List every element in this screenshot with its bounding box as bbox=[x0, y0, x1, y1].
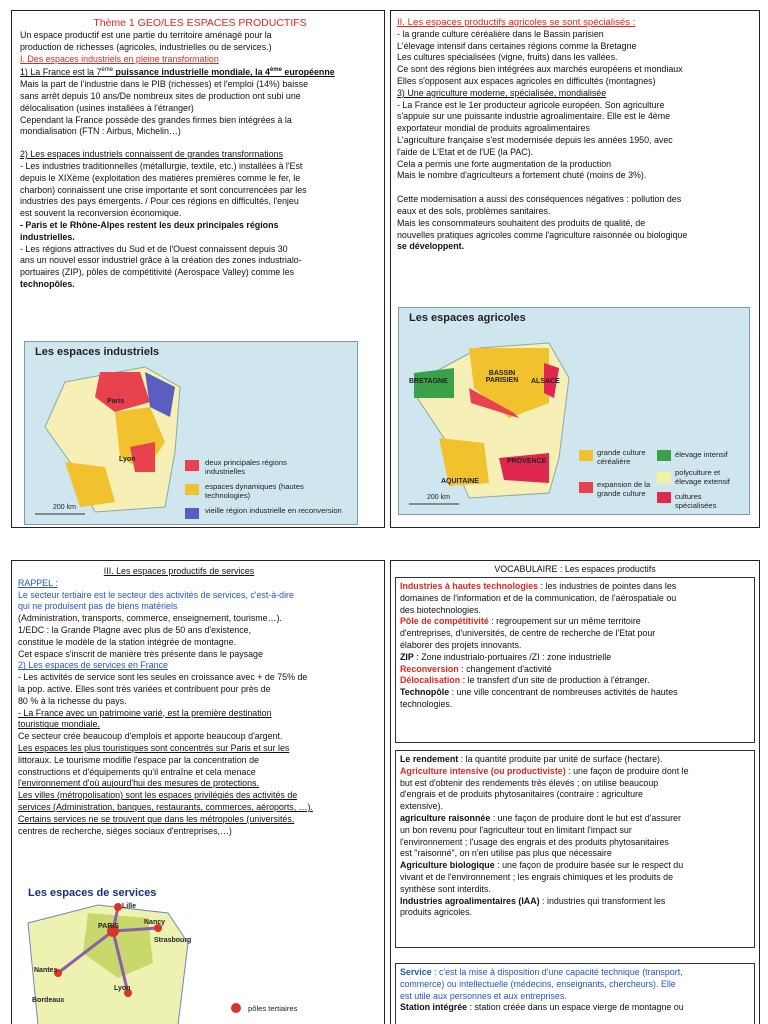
service-spaces-map bbox=[18, 883, 358, 1024]
sub3-heading: 3) Une agriculture moderne, spécialisée, mondialisée bbox=[397, 87, 607, 98]
map-scale: 200 km bbox=[427, 494, 450, 501]
p2-line: - Les industries traditionnelles (métallurgie, textile, etc.) installées à l'Est bbox=[20, 160, 303, 171]
vocab-definition: d'engrais et de produits phytosanitaires (contraire : agriculture bbox=[400, 789, 643, 800]
p-line: se développent. bbox=[397, 241, 465, 252]
vocab-term: Service bbox=[400, 967, 432, 977]
vocab-line bbox=[400, 872, 752, 884]
vocab-line bbox=[400, 640, 752, 652]
panel-industrial-spaces bbox=[11, 10, 385, 528]
vocab-line bbox=[400, 616, 752, 628]
vocab-definition: : les industries de pointes dans les bbox=[538, 581, 677, 591]
vocab-definition: : station créée dans un espace vierge de montagne ou bbox=[467, 1002, 684, 1013]
p-line: - La France est le 1er producteur agricole européen. Son agriculture bbox=[397, 99, 665, 110]
map-title: Les espaces industriels bbox=[35, 346, 160, 358]
p-line: la pop. active. Elles sont très variées et contribuent pour près de bbox=[18, 683, 271, 694]
legend-swatch bbox=[185, 484, 199, 495]
vocab-term: Station intégrée bbox=[400, 1002, 468, 1013]
p-line: s'appuie sur une puissante industrie agroalimentaire. Elle est le 4ème bbox=[397, 111, 671, 122]
p2-line: portuaires (ZIP), pôles de compétitivité (Aerospace Valley) comme les bbox=[20, 267, 295, 278]
vocab-line bbox=[400, 766, 752, 778]
vocab-term: Délocalisation bbox=[400, 675, 461, 686]
legend-swatch bbox=[657, 472, 671, 483]
panel4-title: VOCABULAIRE : Les espaces productifs bbox=[494, 564, 656, 574]
vocab-line bbox=[400, 687, 752, 699]
p2-line: industries des pays émergents. / Pour ces régions en difficultés, l'enjeu bbox=[20, 196, 299, 207]
vocab-line bbox=[400, 664, 752, 676]
city-label: Nantes bbox=[34, 967, 58, 974]
p-line: touristique mondiale. bbox=[18, 719, 100, 730]
p-line: services (Administration, banques, restaurants, commerces, aéroports, …). bbox=[18, 801, 313, 812]
p2-line: industrielles. bbox=[20, 231, 75, 242]
vocab-definition: commerce) ou intellectuelle (médecins, enseignants, chercheurs). Elle bbox=[400, 978, 676, 989]
panel-service-spaces bbox=[11, 560, 385, 1024]
vocab-definition: domaines de l'information et de la communication, de l'aérospatiale ou bbox=[400, 592, 677, 603]
region-label: PROVENCE bbox=[507, 458, 547, 465]
p-line: Ce secteur crée beaucoup d'emplois et apporte beaucoup d'argent. bbox=[18, 731, 283, 742]
p1-line: sans arrêt depuis 10 ans/De nombreux sites de production ont subi une bbox=[20, 90, 301, 101]
vocab-line bbox=[400, 754, 752, 766]
panel-vocabulary bbox=[390, 560, 760, 1024]
p-line: 80 % à la richesse du pays. bbox=[18, 695, 127, 706]
vocab-line bbox=[400, 967, 752, 979]
vocab-line bbox=[400, 628, 752, 640]
p2-line: ans un nouvel essor industriel grâce à la création des zones industrialo- bbox=[20, 255, 302, 266]
legend-text: cultures spécialisées bbox=[675, 492, 717, 510]
p-line: - la grande culture céréalière dans le Bassin parisien bbox=[397, 28, 604, 39]
city-label: Lyon bbox=[119, 456, 136, 463]
p-line: - Les activités de service sont les seules en croissance avec + de 75% de bbox=[18, 672, 308, 683]
p2-line: depuis le XIXème (exploitation des matières premières comme le fer, le bbox=[20, 172, 301, 183]
vocab-line bbox=[400, 581, 752, 593]
france-services-svg bbox=[18, 883, 358, 1024]
vocab-box-industry bbox=[395, 577, 755, 743]
p-line: Elles s'opposent aux espaces agricoles en difficultés (montagnes) bbox=[397, 75, 656, 86]
vocab-term: agriculture raisonnée bbox=[400, 812, 491, 823]
p-line: littoraux. Le tourisme modifie l'espace par la concentration de bbox=[18, 754, 259, 765]
vocab-term: Industries agroalimentaires (IAA) bbox=[400, 895, 540, 906]
legend-swatch bbox=[657, 492, 671, 503]
p-line: Cette modernisation a aussi des conséquences négatives : pollution des bbox=[397, 194, 682, 205]
p-line: Mais le nombre d'agriculteurs a fortement chuté (moins de 3%). bbox=[397, 170, 647, 181]
vocab-definition: extensive). bbox=[400, 801, 443, 812]
p2-line: - Les régions attractives du Sud et de l'Ouest connaissent depuis 30 bbox=[20, 243, 288, 254]
city-label: Strasbourg bbox=[154, 937, 192, 944]
intro-line-1: Un espace productif est une partie du territoire aménagé pour la bbox=[20, 30, 272, 40]
p-line: Cet espace s'inscrit de manière très présente dans le paysage bbox=[18, 648, 263, 659]
vocab-definition: produits agricoles. bbox=[400, 907, 473, 918]
vocab-line bbox=[400, 801, 752, 813]
map-title: Les espaces de services bbox=[28, 887, 157, 899]
p-line: Cela a permis une forte augmentation de la production bbox=[397, 158, 612, 169]
vocab-definition: est utile aux personnes et aux entreprises. bbox=[400, 990, 567, 1001]
vocab-term: Agriculture intensive (ou productiviste) bbox=[400, 765, 566, 776]
map-scale: 200 km bbox=[53, 504, 76, 511]
city-label: Nancy bbox=[144, 919, 166, 926]
vocab-line bbox=[400, 1002, 752, 1014]
p-line: Les villes (métropolisation) sont les espaces privilégiés des activités de bbox=[18, 790, 298, 801]
legend-text: polyculture et élevage extensif bbox=[675, 468, 730, 486]
vocab-definition: : industries qui transforment les bbox=[539, 895, 666, 906]
p-line: centres de recherche, sièges sociaux d'entreprises,…) bbox=[18, 825, 232, 836]
city-label: PARIS bbox=[98, 923, 119, 930]
vocab-definition: : c'est la mise à disposition d'une capacité technique (transport, bbox=[431, 967, 683, 977]
vocab-definition: vivant et de l'environnement ; les engrais chimiques et les produits de bbox=[400, 871, 674, 882]
vocab-definition: des biotechnologies. bbox=[400, 604, 481, 615]
legend-text: grande culture céréalière bbox=[597, 448, 646, 466]
vocab-term: Technopôle bbox=[400, 687, 450, 698]
vocab-line bbox=[400, 789, 752, 801]
legend-swatch bbox=[657, 450, 671, 461]
vocab-line bbox=[400, 605, 752, 617]
p2-line: est souvent la reconversion économique. bbox=[20, 208, 182, 219]
vocab-definition: : une façon de produire dont le bbox=[565, 765, 689, 776]
p2-line: - Paris et le Rhône-Alpes restent les deux principales régions bbox=[20, 219, 279, 230]
vocab-line bbox=[400, 778, 752, 790]
city-label: Bordeaux bbox=[32, 997, 65, 1004]
p-line: constructions et d'équipements qu'il entraîne et cela menace bbox=[18, 766, 256, 777]
panel2-title: II. Les espaces productifs agricoles se sont spécialisés : bbox=[397, 17, 636, 28]
p-line: Ce sont des régions bien intégrées aux marchés européens et mondiaux bbox=[397, 64, 683, 75]
region-label: BASSIN PARISIEN bbox=[485, 370, 519, 384]
p1-line: mondialisation (FTN : Airbus, Michelin…) bbox=[20, 126, 181, 137]
p2-line: technopôles. bbox=[20, 278, 75, 289]
vocab-definition: l'environnement ; l'usage des engrais et des produits phytosanitaires bbox=[400, 836, 669, 847]
vocab-line bbox=[400, 825, 752, 837]
vocab-term: Reconversion bbox=[400, 663, 459, 674]
vocab-line bbox=[400, 699, 752, 711]
p-line: eaux et des sols, problèmes sanitaires. bbox=[397, 205, 551, 216]
rappel-line: qui ne produisent pas de biens matériels bbox=[18, 601, 178, 612]
city-label: Lille bbox=[122, 903, 137, 910]
vocab-definition: : une façon de produire dont le but est d'assurer bbox=[490, 812, 681, 823]
vocab-line bbox=[400, 896, 752, 908]
p2-line: charbon) connaissent une crise importante et sont concurrencées par les bbox=[20, 184, 307, 195]
vocab-definition: : regroupement sur un même territoire bbox=[488, 616, 641, 627]
region-label: ALSACE bbox=[531, 378, 560, 385]
vocab-box-agriculture bbox=[395, 750, 755, 948]
p-line: 1/EDC : la Grande Plagne avec plus de 50 ans d'existence, bbox=[18, 624, 252, 635]
industrial-rank-line: 1) La France est la 7ème puissance industrielle mondiale, la 4ème européenne bbox=[20, 67, 335, 78]
legend-text: élevage intensif bbox=[675, 450, 728, 459]
vocab-term: Pôle de compétitivité bbox=[400, 616, 489, 627]
p-line: Certains services ne se trouvent que dans les métropoles (universités, bbox=[18, 813, 295, 824]
vocab-definition: est "raisonné", on n'en utilise pas plus que nécessaire bbox=[400, 848, 612, 859]
vocab-line bbox=[400, 837, 752, 849]
vocab-definition: : le transfert d'un site de production à l'étranger. bbox=[460, 675, 650, 686]
vocab-line bbox=[400, 907, 752, 919]
vocab-definition: : changement d'activité bbox=[458, 663, 552, 674]
legend-swatch bbox=[579, 482, 593, 493]
legend-swatch bbox=[185, 460, 199, 471]
p-line: L'élevage intensif dans certaines régions comme la Bretagne bbox=[397, 40, 637, 51]
p-line: - La France avec un patrimoine varié, est la première destination bbox=[18, 707, 272, 718]
legend-swatch bbox=[579, 450, 593, 461]
region-label: AQUITAINE bbox=[441, 478, 479, 485]
p-line: l'aide de L'Etat et de l'UE (la PAC). bbox=[397, 146, 534, 157]
industrial-spaces-map bbox=[24, 341, 358, 525]
p-line: Les espaces les plus touristiques sont concentrés sur Paris et sur les bbox=[18, 742, 290, 753]
legend-text: expansion de la grande culture bbox=[597, 480, 651, 498]
p-line: Mais les consommateurs souhaitent des produits de qualité, de bbox=[397, 217, 646, 228]
rappel-line: Le secteur tertiaire est le secteur des activités de services, c'est-à-dire bbox=[18, 589, 294, 600]
vocab-line bbox=[400, 675, 752, 687]
legend-text: espaces dynamiques (hautes technologies) bbox=[205, 482, 304, 500]
vocab-box-services bbox=[395, 963, 755, 1024]
vocab-definition: élaborer des projets innovants. bbox=[400, 639, 522, 650]
vocab-definition: technologies. bbox=[400, 698, 453, 709]
vocab-term: Industries à hautes technologies bbox=[400, 581, 539, 591]
vocab-definition: : une ville concentrant de nombreuses activités de hautes bbox=[449, 687, 678, 698]
panel1-title: Thème 1 GEO/LES ESPACES PRODUCTIFS bbox=[93, 17, 307, 29]
legend-text: deux principales régions industrielles bbox=[205, 458, 287, 476]
p-line: l'environnement d'où aujourd'hui des mesures de protections. bbox=[18, 778, 259, 789]
vocab-definition: synthèse sont interdits. bbox=[400, 883, 491, 894]
legend-text: pôles tertiaires bbox=[248, 1004, 298, 1013]
vocab-definition: un bon revenu pour l'agriculteur tout en limitant l'impact sur bbox=[400, 824, 632, 835]
rappel-label: RAPPEL : bbox=[18, 577, 58, 588]
section1-heading: I. Des espaces industriels en pleine transformation bbox=[20, 53, 219, 64]
p1-line: Mais la part de l'industrie dans le PIB (richesses) et l'emploi (14%) baisse bbox=[20, 79, 309, 90]
vocab-definition: : Zone industrialo-portuaires /ZI : zone industrielle bbox=[413, 651, 612, 662]
vocab-term: Le rendement bbox=[400, 754, 459, 764]
agricultural-spaces-map bbox=[398, 307, 750, 515]
vocab-line bbox=[400, 813, 752, 825]
p-line: (Administration, transports, commerce, enseignement, tourisme…). bbox=[18, 613, 282, 624]
vocab-line bbox=[400, 860, 752, 872]
legend-text: vieille région industrielle en reconversion bbox=[205, 506, 342, 515]
vocab-term: Agriculture biologique bbox=[400, 860, 495, 871]
city-label: Paris bbox=[107, 398, 125, 405]
panel-agricultural-spaces bbox=[390, 10, 760, 528]
city-label: Lyon bbox=[114, 985, 131, 992]
region-label: BRETAGNE bbox=[409, 378, 448, 385]
p1-line: Cependant la France possède des grandes firmes bien intégrées à la bbox=[20, 114, 292, 125]
vocab-definition: : la quantité produite par unité de surface (hectare). bbox=[458, 754, 663, 764]
p-line: Les cultures spécialisées (vigne, fruits) dans les vallées. bbox=[397, 52, 618, 63]
sub2-heading: 2) Les espaces industriels connaissent de grandes transformations bbox=[20, 149, 283, 160]
p-line: constitue le modèle de la station intégrée de montagne. bbox=[18, 636, 237, 647]
vocab-line bbox=[400, 979, 752, 991]
vocab-line bbox=[400, 848, 752, 860]
intro-line-2: production de richesses (agricoles, industrielles ou de services.) bbox=[20, 41, 272, 52]
vocab-line bbox=[400, 991, 752, 1003]
vocab-term: ZIP bbox=[400, 651, 414, 662]
legend-swatch bbox=[185, 508, 199, 519]
sub2-heading: 2) Les espaces de services en France bbox=[18, 660, 168, 671]
vocab-definition: : une façon de produire basée sur le respect du bbox=[494, 860, 684, 871]
p-line: L'agriculture française s'est modernisée depuis les années 1950, avec bbox=[397, 134, 673, 145]
panel3-title: III. Les espaces productifs de services bbox=[103, 566, 255, 576]
p-line: exportateur mondial de produits agroalimentaires bbox=[397, 123, 590, 134]
p-line: nouvelles pratiques agricoles comme l'agriculture raisonnée ou biologique bbox=[397, 229, 688, 240]
vocab-line bbox=[400, 593, 752, 605]
vocab-definition: d'entreprises, d'universités, de centre de recherche de l'Etat pour bbox=[400, 628, 656, 639]
vocab-definition: but est d'obtenir des rendements très élevés ; on utilise beaucoup bbox=[400, 777, 659, 788]
map-title: Les espaces agricoles bbox=[409, 312, 526, 324]
vocab-line bbox=[400, 652, 752, 664]
vocab-line bbox=[400, 884, 752, 896]
p1-line: délocalisation (usines installées à l'étranger) bbox=[20, 102, 194, 113]
